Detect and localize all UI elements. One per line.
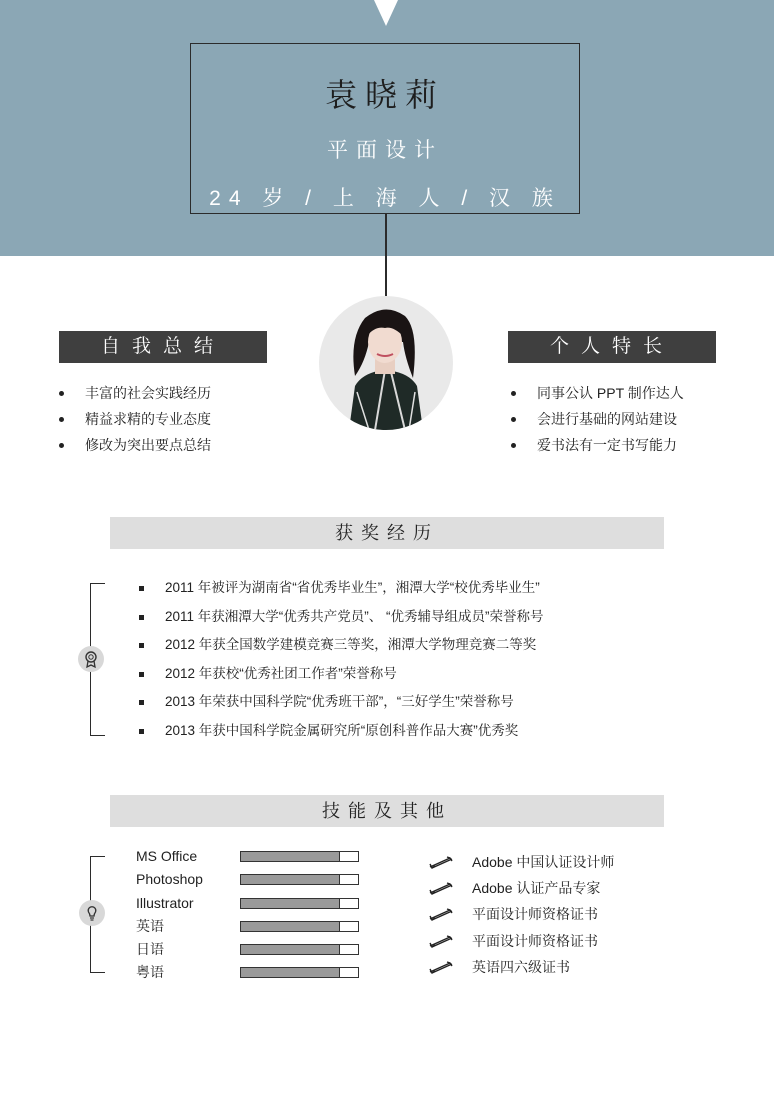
skill-row [136,893,366,916]
skill-fill [241,875,340,884]
list-item: 2013 年获中国科学院金属研究所“原创科普作品大赛”优秀奖 [137,717,544,746]
list-item: 2013 年荣获中国科学院“优秀班干部”，“三好学生”荣誉称号 [137,688,544,717]
skill-name: MS Office [136,848,198,864]
skill-name: 日语 [136,941,164,958]
skill-fill [241,945,340,954]
skill-bar [240,874,359,885]
list-item: 爱书法有一定书写能力 [511,432,684,458]
name-box [190,43,580,214]
certificate-name: Adobe 认证产品专家 [472,880,601,897]
diploma-icon [428,855,454,869]
medal-icon [78,646,104,672]
list-item: 2012 年获校“优秀社团工作者”荣誉称号 [137,660,544,689]
list-item: 精益求精的专业态度 [59,406,211,432]
skill-row [136,846,366,869]
summary-heading: 自我总结 [59,331,267,363]
list-item: 会进行基础的网站建设 [511,406,684,432]
skill-name: 英语 [136,917,164,934]
certificates-list [428,849,614,980]
certificate-item [428,875,614,901]
skills-heading: 技能及其他 [110,795,664,827]
skills-list [136,846,366,986]
list-item: 同事公认 PPT 制作达人 [511,380,684,406]
skill-fill [241,852,340,861]
awards-heading: 获奖经历 [110,517,664,549]
diploma-icon [428,934,454,948]
summary-list [59,380,211,458]
certificate-item [428,928,614,954]
lightbulb-icon [79,900,105,926]
connector-line [385,214,387,296]
diploma-icon [428,960,454,974]
avatar [319,296,453,430]
skill-fill [241,922,340,931]
diploma-icon [428,881,454,895]
skill-row [136,869,366,892]
skill-bar [240,921,359,932]
skill-fill [241,899,340,908]
list-item: 2012 年获全国数学建模竞赛三等奖，湘潭大学物理竞赛二等奖 [137,631,544,660]
name: 袁晓莉 [324,77,445,113]
certificate-name: 英语四六级证书 [472,958,570,975]
list-item: 丰富的社会实践经历 [59,380,211,406]
personal-info: 24 岁 / 上 海 人 / 汉 族 [209,187,561,210]
awards-list [137,574,544,746]
certificate-name: Adobe 中国认证设计师 [472,854,615,871]
certificate-name: 平面设计师资格证书 [472,932,598,949]
certificate-item [428,849,614,875]
skill-bar [240,967,359,978]
skill-name: Illustrator [136,894,194,911]
certificate-item [428,901,614,927]
skill-row [136,962,366,985]
skill-name: 粤语 [136,964,164,981]
list-item: 2011 年获湘潭大学“优秀共产党员”、 “优秀辅导组成员”荣誉称号 [137,603,544,632]
list-item: 2011 年被评为湖南省“省优秀毕业生”，湘潭大学“校优秀毕业生” [137,574,544,603]
certificate-name: 平面设计师资格证书 [472,906,598,923]
banner-notch [374,0,398,26]
skill-bar [240,944,359,955]
diploma-icon [428,907,454,921]
skill-fill [241,968,340,977]
skill-row [136,939,366,962]
skill-row [136,916,366,939]
job-title: 平面设计 [327,139,443,162]
strengths-list [511,380,684,458]
strengths-heading: 个人特长 [508,331,716,363]
skill-bar [240,898,359,909]
certificate-item [428,954,614,980]
skill-bar [240,851,359,862]
list-item: 修改为突出要点总结 [59,432,211,458]
skill-name: Photoshop [136,871,203,888]
